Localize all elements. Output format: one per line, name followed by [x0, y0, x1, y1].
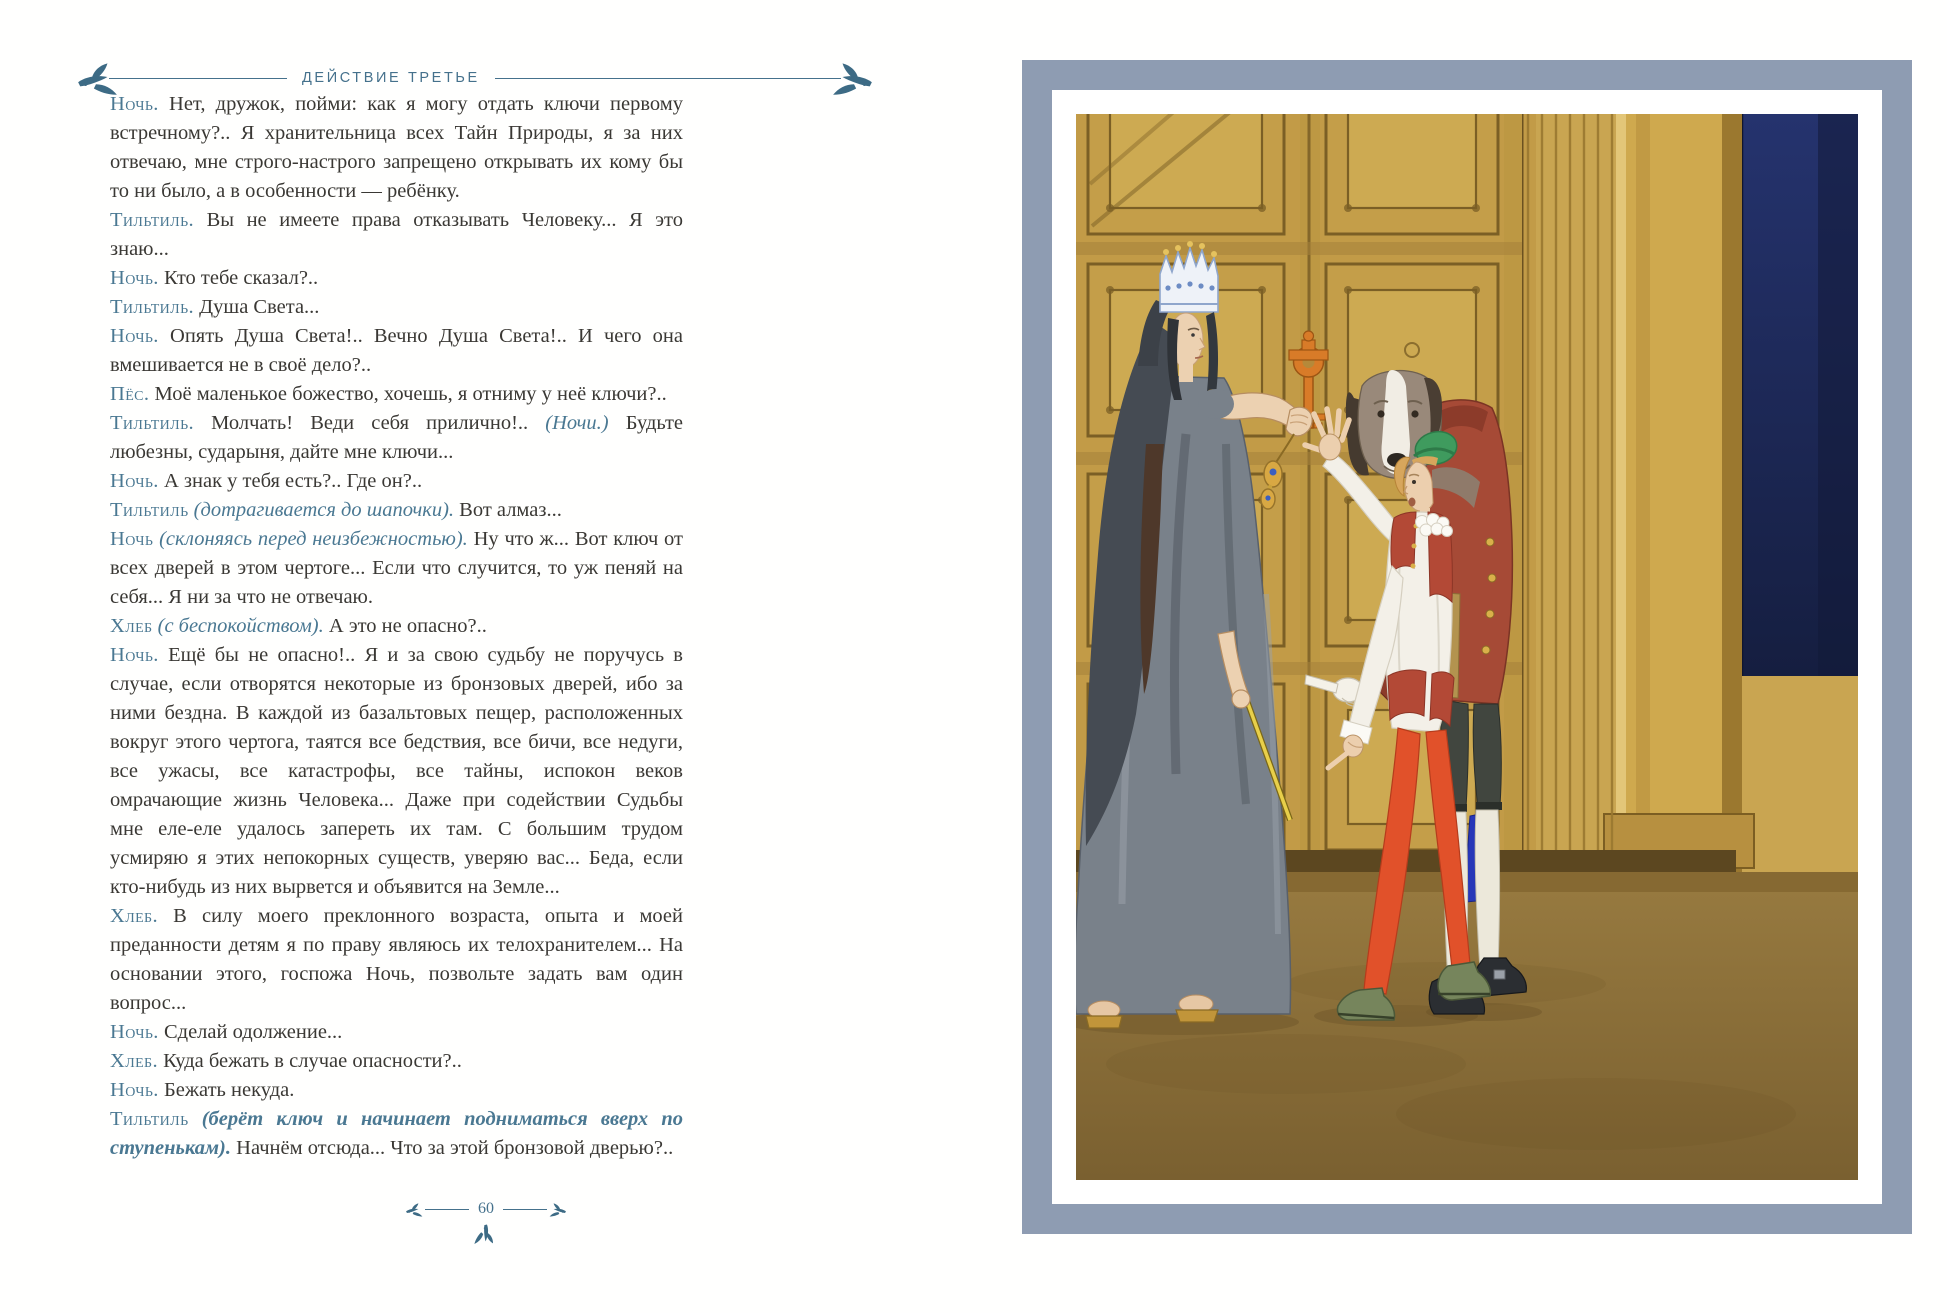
speaker-name: Хлеб [110, 615, 153, 637]
page-number-row [403, 1200, 569, 1218]
footer-rule-left [425, 1209, 469, 1210]
page-number: 60 [478, 1200, 494, 1217]
speaker-name: Тильтиль. [110, 209, 195, 231]
stage-direction: (Ночи.) [545, 412, 609, 434]
speaker-name: Тильтиль [110, 1108, 189, 1130]
dialogue-paragraph [110, 902, 683, 1018]
dialogue-text: Опять Душа Света!.. Вечно Душа Света!.. И чего она вмешивается не в своё дело?.. [110, 325, 683, 376]
dialogue-paragraph [110, 1018, 683, 1047]
dialogue-text: Вы не имеете права отказывать Человеку... Я это знаю... [110, 209, 683, 260]
speaker-name: Ночь. [110, 470, 159, 492]
dialogue-text: Моё маленькое божество, хочешь, я отниму у неё ключи?.. [149, 383, 667, 405]
speaker-name: Тильтиль. [110, 412, 195, 434]
leaf-ornament-icon [547, 1202, 569, 1217]
dialogue-text: В силу моего преклонного возраста, опыта и моей преданности детям я по праву являюсь их телохранителем... На основании этого, госпожа Ночь, позвольте задать вам один вопрос... [110, 905, 683, 1014]
dialogue-paragraph [110, 525, 683, 612]
dialogue-paragraph [110, 322, 683, 380]
dialogue-paragraph [110, 1105, 683, 1163]
dialogue-text: Будьте любезны, сударыня, дайте мне ключи... [110, 412, 683, 463]
dialogue-text: А знак у тебя есть?.. Где он?.. [158, 470, 423, 492]
dialogue-text: Куда бежать в случае опасности?.. [158, 1050, 462, 1072]
dialogue-paragraph [110, 1047, 683, 1076]
page-footer [403, 1200, 569, 1260]
speaker-name: Ночь. [110, 1021, 159, 1043]
dialogue-paragraph [110, 1076, 683, 1105]
night-hand [1232, 690, 1250, 708]
illustration-plate [1022, 60, 1912, 1234]
stage-direction: (склоняясь перед неизбежностью). [153, 528, 468, 550]
dialogue-text: Ну что ж... Вот ключ от всех дверей в этом чертоге... Если что случится, то уж пеняй на себя... Я ни за что не отвечаю. [110, 528, 683, 608]
dialogue-paragraph [110, 467, 683, 496]
dialogue-paragraph [110, 206, 683, 264]
leaf-ornament-icon [403, 1202, 425, 1217]
dialogue-paragraph [110, 380, 683, 409]
speaker-name: Ночь. [110, 93, 159, 115]
dialogue-text: А это не опасно?.. [323, 615, 487, 637]
dialogue-paragraph [110, 293, 683, 322]
holly-sprig-icon [831, 60, 875, 96]
dialogue-text: Сделай одолжение... [158, 1021, 343, 1043]
dialogue [110, 90, 683, 1163]
stage-direction: (с беспокойством). [152, 615, 324, 637]
speaker-name: Хлеб. [110, 905, 159, 927]
dialogue-paragraph [110, 409, 683, 467]
dialogue-text: Начнём отсюда... Что за этой бронзовой дверью?.. [231, 1137, 674, 1159]
speaker-name: Ночь. [110, 644, 159, 666]
dialogue-text: Бежать некуда. [158, 1079, 295, 1101]
dialogue-text: Душа Света... [194, 296, 320, 318]
act-title: ДЕЙСТВИЕ ТРЕТЬЕ [302, 70, 480, 86]
dialogue-paragraph [110, 264, 683, 293]
dialogue-paragraph [110, 641, 683, 902]
dialogue-text: Молчать! Веди себя прилично!.. [194, 412, 546, 434]
speaker-name: Ночь [110, 528, 154, 550]
holly-sprig-icon [470, 1220, 503, 1251]
door-pilaster [1604, 114, 1754, 876]
header-rule-right [495, 78, 841, 79]
dialogue-text: Ещё бы не опасно!.. Я и за свою судьбу не поручусь в случае, если отворятся некоторые из бронзовых дверей, ибо за ними бездна. В каждой из базальтовых пещер, расположенных вокруг этого чертога, таятся все бедствия, все бичи, все недуги, все ужасы, все катастрофы, все тайны, испокон веков омрачающие жизнь Человека... Даже при содействии Судьбы мне еле-еле удалось запереть их там. С большим трудом усмиряю я этих непокорных существ, уверяю вас... Беда, если кто-нибудь из них вырвется и объявится на Земле... [110, 644, 683, 898]
speaker-name: Ночь. [110, 1079, 159, 1101]
dialogue-paragraph [110, 496, 683, 525]
dialogue-paragraph [110, 612, 683, 641]
dialogue-paragraph [110, 90, 683, 206]
footer-rule-right [503, 1209, 547, 1210]
speaker-name: Пёс. [110, 383, 150, 405]
speaker-name: Ночь. [110, 325, 159, 347]
stage-direction: (дотрагивается до шапочки). [188, 499, 455, 521]
watercolor-illustration [1076, 114, 1858, 1180]
dialogue-text: Кто тебе сказал?.. [158, 267, 319, 289]
dialogue-text: Нет, дружок, пойми: как я могу отдать ключи первому встречному?.. Я хранительница всех Тайн Природы, я за них отвечаю, мне строго-настрого запрещено открывать их кому бы то ни было, а в особенности — ребёнку. [110, 93, 683, 202]
dialogue-text: Вот алмаз... [454, 499, 562, 521]
speaker-name: Тильтиль [110, 499, 189, 521]
header-rule-left [109, 78, 287, 79]
speaker-name: Ночь. [110, 267, 159, 289]
stage-direction: (берёт ключ и начинает подниматься вверх по ступенькам). [110, 1108, 683, 1159]
speaker-name: Хлеб. [110, 1050, 159, 1072]
speaker-name: Тильтиль. [110, 296, 195, 318]
